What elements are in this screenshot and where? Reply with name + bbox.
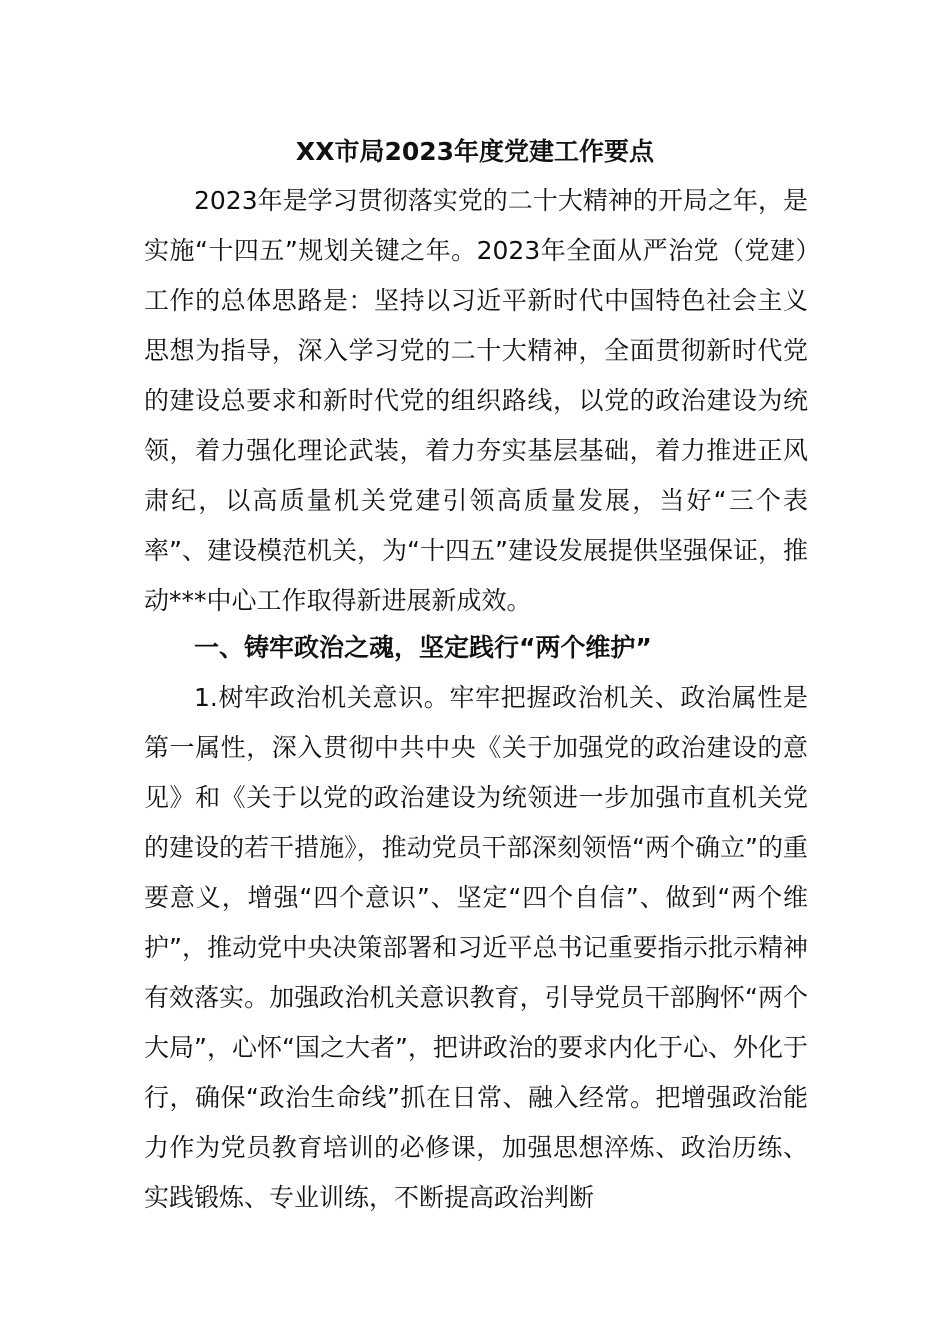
section-heading-1: 一、铸牢政治之魂，坚定践行“两个维护” (194, 633, 652, 662)
document-title: XX市局2023年度党建工作要点 (295, 137, 655, 166)
section-1-paragraph-1: 1.树牢政治机关意识。牢牢把握政治机关、政治属性是第一属性，深入贯彻中共中央《关于加强党的政治建设的意见》和《关于以党的政治建设为统领进一步加强市直机关党的建设的若干措施》，推动党员干部深刻领悟“两个确立”的重要意义，增强“四个意识”、坚定“四个自信”、做到“两个维护”，推动党中央决策部署和习近平总书记重要指示批示精神有效落实。加强政治机关意识教育，引导党员干部胸怀“两个大局”，心怀“国之大者”，把讲政治的要求内化于心、外化于行，确保“政治生命线”抓在日常、融入经常。把增强政治能力作为党员教育培训的必修课，加强思想淬炼、政治历练、实践锻炼、专业训练，不断提高政治判断 (144, 683, 808, 1212)
intro-paragraph: 2023年是学习贯彻落实党的二十大精神的开局之年，是实施“十四五”规划关键之年。2023年全面从严治党（党建）工作的总体思路是：坚持以习近平新时代中国特色社会主义思想为指导，深入学习党的二十大精神，全面贯彻新时代党的建设总要求和新时代党的组织路线，以党的政治建设为统领，着力强化理论武装，着力夯实基层基础，着力推进正风肃纪，以高质量机关党建引领高质量发展，当好“三个表率”、建设模范机关，为“十四五”建设发展提供坚强保证，推动***中心工作取得新进展新成效。 (144, 186, 808, 615)
